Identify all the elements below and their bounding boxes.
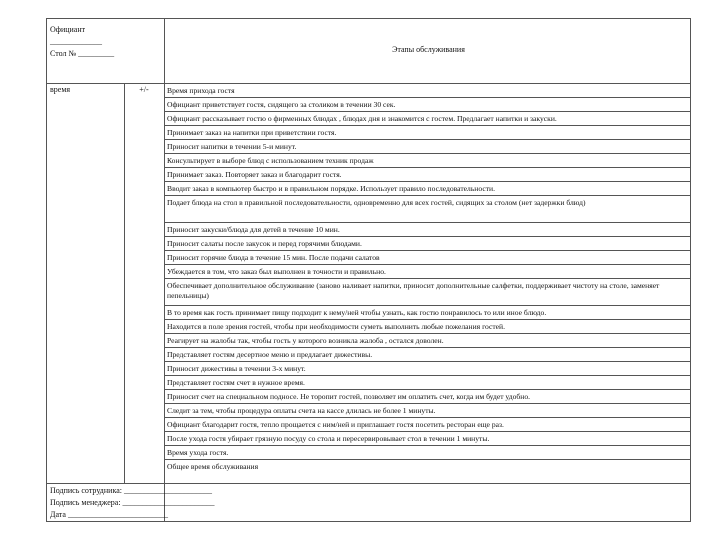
stage-row: Убеждается в том, что заказ был выполнен в точности и правильно. <box>164 264 690 278</box>
stages-list <box>164 83 690 473</box>
stage-row: Официант приветствует гостя, сидящего за столиком в течении 30 сек. <box>164 97 690 111</box>
stage-row: Принимает заказ. Повторяет заказ и благодарит гостя. <box>164 167 690 181</box>
manager-signature-line: Подпись менеджера: _______________________ <box>50 498 215 507</box>
date-line: Дата _________________________ <box>50 510 168 519</box>
stage-row: Приносит напитки в течении 5-и минут. <box>164 139 690 153</box>
table-number-label: Стол № _________ <box>50 49 115 58</box>
stage-row: Официант благодарит гостя, тепло прощается с ним/ней и приглашает гостя посетить ресторан еще раз. <box>164 417 690 431</box>
stage-row: В то время как гость принимает пищу подходит к нему/ней чтобы узнать, как гостю понравилось то или иное блюдо. <box>164 305 690 319</box>
signature-block <box>50 485 215 521</box>
stage-row: Принимает заказ на напитки при приветствии гостя. <box>164 125 690 139</box>
stage-row: Представляет гостям десертное меню и предлагает дижестивы. <box>164 347 690 361</box>
employee-signature-line: Подпись сотрудника: ______________________ <box>50 486 212 495</box>
stage-row: Время прихода гостя <box>164 83 690 97</box>
stage-row: Приносит закуски/блюда для детей в течение 10 мин. <box>164 222 690 236</box>
stage-row: Приносит дижестивы в течении 3-х минут. <box>164 361 690 375</box>
stage-row: Подает блюда на стол в правильной последовательности, одновременно для всех гостей, сидящих за столом (нет задержки блюд) <box>164 195 690 222</box>
stage-row: Приносит горячие блюда в течение 15 мин. После подачи салатов <box>164 250 690 264</box>
stage-row: Общее время обслуживания <box>164 459 690 473</box>
stage-row: Консультирует в выборе блюд с использованием техник продаж <box>164 153 690 167</box>
header-fields <box>50 24 114 60</box>
service-checklist-form <box>46 18 691 522</box>
stage-row: Находится в поле зрения гостей, чтобы при необходимости суметь выполнить любые пожелания гостей. <box>164 319 690 333</box>
stage-row: Время ухода гостя. <box>164 445 690 459</box>
stage-row: Приносит счет на специальном подносе. Не торопит гостей, позволяет им оплатить счет, когда им будет удобно. <box>164 389 690 403</box>
stage-row: Приносит салаты после закусок и перед горячими блюдами. <box>164 236 690 250</box>
time-column-header: время <box>50 85 71 94</box>
stage-row: После ухода гостя убирает грязную посуду со стола и пересервировывает стол в течении 1 минуты. <box>164 431 690 445</box>
stage-row: Обеспечивает дополнительное обслуживание (заново наливает напитки, приносит дополнительные салфетки, поддерживает чистоту на столе, заменяет пепельницы) <box>164 278 690 305</box>
stage-row: Реагирует на жалобы так, чтобы гость у которого возникла жалоба , остался доволен. <box>164 333 690 347</box>
stage-row: Представляет гостям счет в нужное время. <box>164 375 690 389</box>
stages-title: Этапы обслуживания <box>392 45 465 54</box>
waiter-label: Официант <box>50 25 86 34</box>
time-column-divider <box>124 83 125 483</box>
plus-minus-column-header: +/- <box>139 85 149 94</box>
stage-row: Официант рассказывает гостю о фирменных блюдах , блюдах дня и знакомится с гостем. Предлагает напитки и закуски. <box>164 111 690 125</box>
stage-row: Следит за тем, чтобы процедура оплаты счета на кассе длилась не более 1 минуты. <box>164 403 690 417</box>
waiter-blank: _____________ <box>50 37 102 46</box>
stage-row: Вводит заказ в компьютер быстро и в правильном порядке. Использует правило последовательности. <box>164 181 690 195</box>
footer-divider <box>47 483 690 484</box>
